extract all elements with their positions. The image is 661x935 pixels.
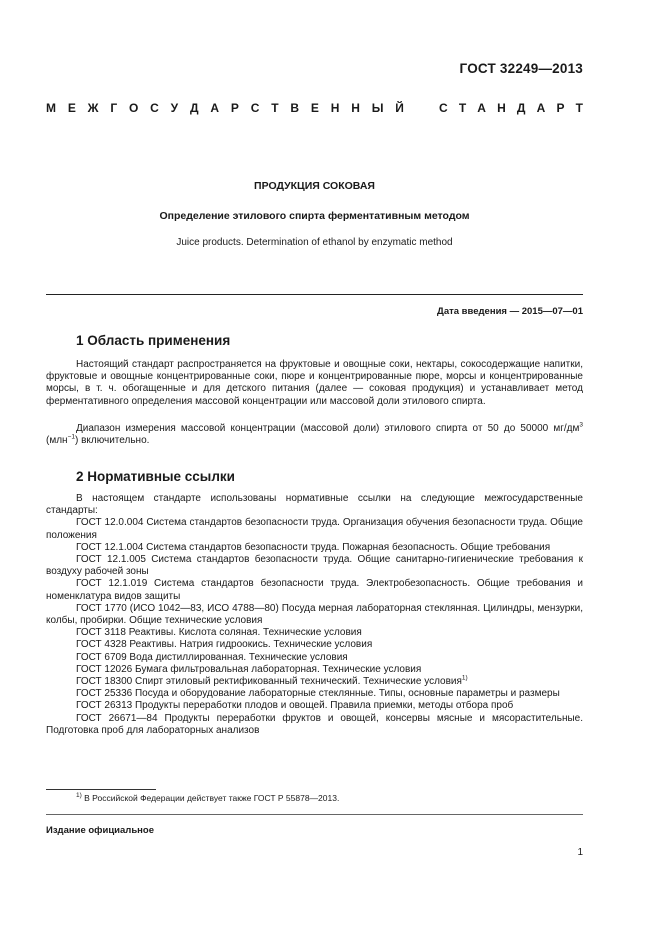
reference-item [46, 700, 583, 712]
document-title-english: Juice products. Determination of ethanol by enzymatic method [176, 237, 453, 248]
footer-divider [46, 814, 583, 815]
range-text-c: ) включительно. [74, 435, 150, 447]
reference-text: ГОСТ 3118 Реактивы. Кислота соляная. Технические условия [76, 627, 362, 639]
footnote-mark: 1) [76, 792, 82, 800]
banner-letter: С [250, 101, 260, 115]
banner-letter: С [150, 101, 159, 115]
reference-item [46, 676, 583, 688]
banner-letter: У [170, 101, 179, 115]
document-title: ПРОДУКЦИЯ СОКОВАЯ [254, 180, 375, 192]
normative-references [46, 493, 583, 737]
reference-item [46, 652, 583, 664]
reference-text: ГОСТ 18300 Спирт этиловый ректификованный технический. Технические условия [76, 676, 462, 688]
banner-letter: Р [556, 101, 565, 115]
reference-text: ГОСТ 12.0.004 Система стандартов безопасности труда. Организация обучения безопасности труда. Общие положения [46, 517, 583, 541]
range-text-b: (млн [46, 435, 68, 447]
reference-item [46, 688, 583, 700]
standard-type-banner [46, 101, 583, 115]
banner-letter: Д [189, 101, 199, 115]
footnote-text: В Российской Федерации действует также ГОСТ Р 55878—2013. [81, 793, 340, 803]
footnote-divider [46, 789, 156, 790]
effective-date: Дата введения — 2015—07—01 [437, 306, 583, 317]
reference-item [46, 517, 583, 541]
banner-letter: Ы [371, 101, 384, 115]
reference-item [46, 627, 583, 639]
banner-letter: Й [395, 101, 404, 115]
banner-letter: М [46, 101, 56, 115]
range-sup-1: 3 [579, 421, 583, 429]
section-1-paragraph-2 [46, 423, 583, 447]
range-text-a: Диапазон измерения массовой концентрации (массовой доли) этилового спирта от 50 до 50000 мг/дм [76, 423, 580, 434]
banner-letter: В [290, 101, 300, 115]
reference-item [46, 603, 583, 627]
reference-text: ГОСТ 4328 Реактивы. Натрия гидроокись. Технические условия [76, 639, 373, 651]
banner-letter: Н [497, 101, 506, 115]
title-divider [46, 294, 583, 295]
banner-letter: Г [110, 101, 118, 115]
reference-item [46, 542, 583, 554]
banner-letter: Т [458, 101, 467, 115]
reference-item [46, 713, 583, 737]
reference-text: ГОСТ 26671—84 Продукты переработки фруктов и овощей, консервы мясные и мясорастительные. Подготовка проб для лабораторных анализов [46, 712, 583, 736]
range-sup-2: −1 [67, 433, 75, 441]
references-intro-text: В настоящем стандарте использованы нормативные ссылки на следующие межгосударственные стандарты: [46, 493, 583, 517]
section-2-heading: 2 Нормативные ссылки [76, 469, 235, 484]
banner-letter: Е [310, 101, 319, 115]
document-subtitle: Определение этилового спирта ферментативным методом [159, 210, 470, 222]
section-1-paragraph-1 [46, 359, 583, 408]
section-1-paragraph-1-text: Настоящий стандарт распространяется на фруктовые и овощные соки, нектары, сокосодержащие напитки, фруктовые и овощные концентрированные соки, пюре и концентрированные пюре, морсы и концентрированные морсы, в т. ч. обогащенные и для детского питания (далее — соковая продукция) и устанавливает метод ферментативного определения массовой концентрации или массовой доли этилового спирта. [46, 359, 583, 407]
gost-number: ГОСТ 32249—2013 [459, 61, 583, 76]
banner-word-standard [439, 101, 583, 115]
reference-item [46, 578, 583, 602]
reference-text: ГОСТ 12026 Бумага фильтровальная лабораторная. Технические условия [76, 663, 422, 675]
official-edition-label: Издание официальное [46, 825, 154, 836]
banner-letter: Н [330, 101, 340, 115]
banner-word-interstate [46, 101, 404, 115]
reference-item [46, 554, 583, 578]
references-list [46, 517, 583, 737]
banner-letter: А [536, 101, 546, 115]
banner-letter: А [210, 101, 220, 115]
section-1-heading: 1 Область применения [76, 333, 231, 348]
reference-text: ГОСТ 12.1.019 Система стандартов безопасности труда. Электробезопасность. Общие требования и номенклатура видов защиты [46, 578, 583, 602]
banner-letter: Ж [87, 101, 99, 115]
reference-text: ГОСТ 1770 (ИСО 1042—83, ИСО 4788—80) Посуда мерная лабораторная стеклянная. Цилиндры, мензурки, колбы, пробирки. Общие технические условия [46, 602, 583, 627]
banner-letter: Т [271, 101, 279, 115]
page-number: 1 [577, 847, 583, 858]
reference-text: ГОСТ 12.1.005 Система стандартов безопасности труда. Общие санитарно-гигиенические требования к воздуху рабочей зоны [46, 554, 583, 578]
banner-letter: О [129, 101, 139, 115]
reference-text: ГОСТ 26313 Продукты переработки плодов и овощей. Правила приемки, методы отбора проб [76, 700, 514, 712]
banner-letter: Р [230, 101, 239, 115]
banner-letter: Н [351, 101, 360, 115]
references-intro [46, 493, 583, 517]
banner-letter: А [477, 101, 486, 115]
reference-item [46, 639, 583, 651]
reference-text: ГОСТ 25336 Посуда и оборудование лабораторные стеклянные. Типы, основные параметры и размеры [76, 688, 560, 700]
reference-item [46, 664, 583, 676]
reference-footnote-mark: 1) [461, 674, 468, 682]
banner-letter: Т [575, 101, 583, 115]
banner-letter: С [439, 101, 448, 115]
reference-text: ГОСТ 12.1.004 Система стандартов безопасности труда. Пожарная безопасность. Общие требования [76, 541, 551, 553]
banner-letter: Д [516, 101, 526, 115]
banner-letter: Е [67, 101, 76, 115]
footnote [76, 793, 339, 803]
reference-text: ГОСТ 6709 Вода дистиллированная. Технические условия [76, 651, 348, 663]
